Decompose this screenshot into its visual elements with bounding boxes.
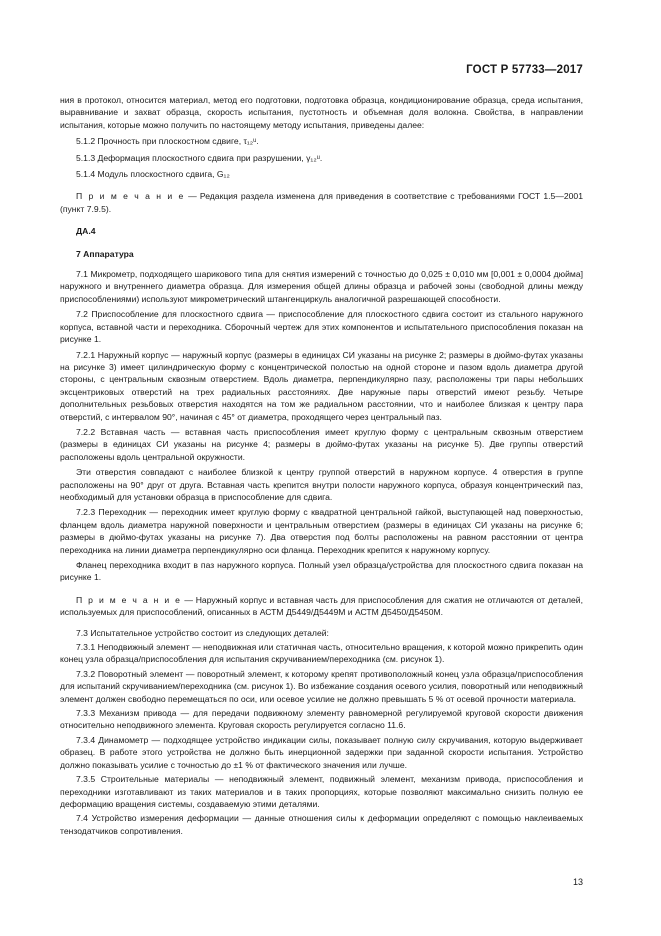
note xyxy=(60,190,583,215)
paragraph: 7.1 Микрометр, подходящего шарикового типа для снятия измерений с точностью до 0,025 ± 0,010 мм [0,001 ± 0,0004 дюйма] наружного и внутреннего диаметра образца. Для измерения общей длины образца и рабочей зоны (свободной длины между приспособлениями) используют микрометрический штангенциркуль аналогичной разрешающей способности. xyxy=(60,269,583,304)
note-label: П р и м е ч а н и е xyxy=(76,191,185,202)
paragraph: Фланец переходника входит в паз наружного корпуса. Полный узел образца/устройства для плоскостного сдвига показан на рисунке 1. xyxy=(60,560,583,583)
paragraph: 7.2.1 Наружный корпус — наружный корпус (размеры в единицах СИ указаны на рисунке 2; размеры в дюймо-футах указаны на рисунке 3) имеет цилиндрическую форму с концентрической полостью на одной стороне и пазом вдоль диаметра другой стороны, с центральным сквозным отверстием. Вдоль диаметра, перпендикулярно пазу, расположены три пары небольших эксцентриковых отверстий на трех радиальных расстояниях. Две наружные пары отверстий имеют резьбу. Четыре дополнительных резьбовых отверстия находятся на том же радиальном расстоянии, что и наиболее близкая к центру пара отверстий, с интервалом 90°, начиная с 45° от диаметра, проходящего через центральный паз. xyxy=(60,349,583,422)
note xyxy=(60,594,583,619)
paragraph: ния в протокол, относится материал, метод его подготовки, подготовка образца, кондиционирование образца, среда испытания, выравнивание и захват образца, скорость испытания, пустотность и объемная доля волокна. Свойства, в направлении испытания, которые можно получить по настоящему методу испытания, приведены далее: xyxy=(60,95,583,130)
section-heading: 7 Аппаратура xyxy=(76,248,134,259)
paragraph: 7.3 Испытательное устройство состоит из следующих деталей: xyxy=(76,627,329,638)
paragraph: 7.3.2 Поворотный элемент — поворотный элемент, к которому крепят противоположный конец узла образца/приспособления для испытаний скручиванием/переходника (см. рисунок 1). Во избежание создания осевого усилия, поворотный или неподвижный элемент должен свободно перемещаться по оси, или осевое усилие не должно превышать 5 % от осевой прочности материала. xyxy=(60,668,583,704)
list-item: 5.1.2 Прочность при плоскостном сдвиге, τ₁₂ᵘ. xyxy=(76,136,259,147)
list-item: 5.1.4 Модуль плоскостного сдвига, G₁₂ xyxy=(76,169,230,180)
paragraph: 7.2 Приспособление для плоскостного сдвига — приспособление для плоскостного сдвига состоит из стального наружного корпуса, вставной части и переходника. Сборочный чертеж для этих компонентов и испытательного приспособления показан на рисунке 1. xyxy=(60,309,583,345)
document-body xyxy=(60,94,583,837)
list-item: 5.1.3 Деформация плоскостного сдвига при разрушении, γ₁₂ᵘ. xyxy=(76,152,323,163)
page-number: 13 xyxy=(572,877,583,887)
paragraph: 7.2.2 Вставная часть — вставная часть приспособления имеет круглую форму с центральным сквозным отверстием (размеры в единицах СИ указаны на рисунке 4; размеры в дюймо-футах указаны на рисунке 5). Две группы отверстий расположены вдоль центральной окружности. xyxy=(60,426,583,462)
note-text: — Наружный корпус и вставная часть для приспособления для сжатия не отличаются от деталей, используемых для приспособлений, описанных в АСТМ Д5449/Д5449М и АСТМ Д5450/Д5450М. xyxy=(60,594,583,618)
paragraph: 7.3.3 Механизм привода — для передачи подвижному элементу равномерной регулируемой круговой скорости движения относительно неподвижного элемента. Круговая скорость регулируется согласно 11.6. xyxy=(60,708,583,731)
note-label: П р и м е ч а н и е xyxy=(76,594,182,605)
paragraph: 7.2.3 Переходник — переходник имеет круглую форму с квадратной центральной гайкой, выступающей над поверхностью, фланцем вдоль диаметра наружной поверхности и центральным отверстием (размеры в единицах СИ указаны на рисунке 6; размеры в дюймо-футах указаны на рисунке 7). Два отверстия под болты расположены на равном расстоянии от центра переходника на линии диаметра перпендикулярно оси фланца. Переходник крепится к наружному корпусу. xyxy=(60,507,583,555)
paragraph: 7.3.1 Неподвижный элемент — неподвижная или статичная часть, относительно вращения, к которой можно прикрепить один конец узла образца/приспособления для испытания скручиванием/переходника (см. рисунок 1). xyxy=(60,642,583,665)
paragraph: Эти отверстия совпадают с наиболее близкой к центру группой отверстий в наружном корпусе. 4 отверстия в группе расположены на 90° друг от друга. Вставная часть крепится внутри полости наружного корпуса, образуя концентрический паз, необходимый для установки образца в приспособление для сдвига. xyxy=(60,467,583,502)
document-code-header: ГОСТ Р 57733—2017 xyxy=(466,64,583,76)
appendix-section-label: ДА.4 xyxy=(76,226,96,237)
paragraph: 7.3.5 Строительные материалы — неподвижный элемент, подвижный элемент, механизм привода, приспособления и переходники изготавливают из таких материалов и в таких пропорциях, которые позволяют максимально снизить полную ее деформацию вращения системы, создаваемую этими деталями. xyxy=(60,774,583,809)
note-text: — Редакция раздела изменена для приведения в соответствие с требованиями ГОСТ 1.5—2001 (пункт 7.9.5). xyxy=(60,191,583,214)
paragraph: 7.4 Устройство измерения деформации — данные отношения силы к деформации определяют с помощью наклеиваемых тензодатчиков сопротивления. xyxy=(60,813,583,836)
paragraph: 7.3.4 Динамометр — подходящее устройство индикации силы, показывает полную силу скручивания, которую выдерживает образец. В работе этого устройства не должно быть инерционной задержки при заданной скорости испытания. Устройство должно показывать усилие с точностью до ±1 % от фактического значения или лучше. xyxy=(60,734,583,770)
